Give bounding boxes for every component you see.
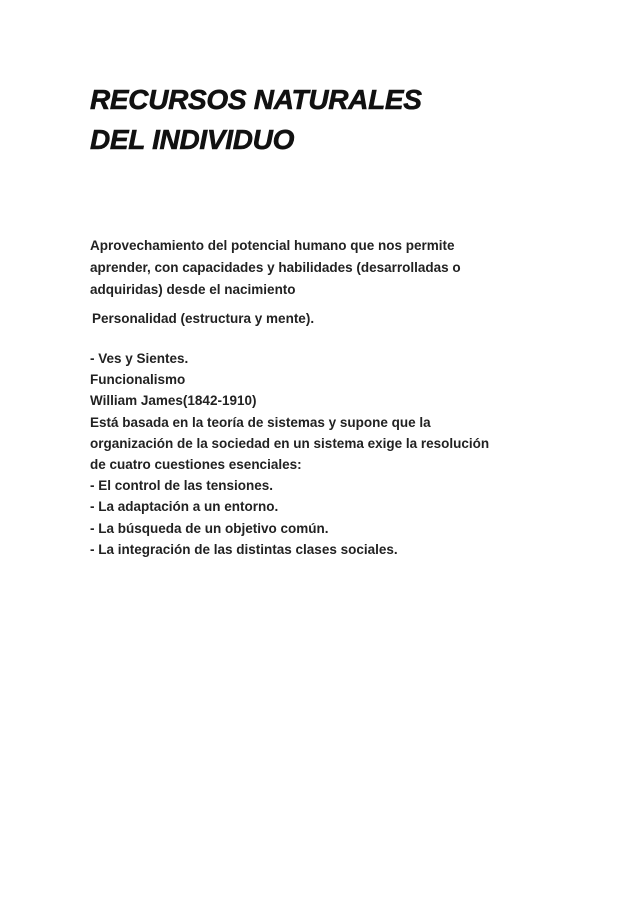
text-line: de cuatro cuestiones esenciales:: [90, 457, 302, 473]
personality-subheading: Personalidad (estructura y mente).: [92, 311, 315, 326]
title-line-2: DEL INDIVIDUO: [90, 124, 295, 155]
title-line-1: RECURSOS NATURALES: [90, 84, 422, 115]
text-line: William James(1842-1910): [90, 393, 257, 409]
list-item: - La integración de las distintas clases sociales.: [90, 541, 398, 557]
intro-line: Aprovechamiento del potencial humano que nos permite: [90, 238, 455, 253]
list-item: - El control de las tensiones.: [90, 478, 274, 494]
text-line: - Ves y Sientes.: [90, 351, 189, 366]
list-item: - La adaptación a un entorno.: [90, 499, 279, 515]
intro-line: aprender, con capacidades y habilidades (desarrolladas o: [90, 260, 461, 275]
document-title: [90, 80, 570, 160]
text-line: Está basada en la teoría de sistemas y supone que la: [90, 414, 431, 430]
list-item: - La búsqueda de un objetivo común.: [90, 520, 329, 536]
body-text: [90, 348, 560, 560]
intro-line: adquiridas) desde el nacimiento: [90, 282, 296, 297]
text-line: organización de la sociedad en un sistema exige la resolución: [90, 435, 490, 451]
intro-paragraph: [90, 235, 560, 301]
text-line: Funcionalismo: [90, 372, 186, 388]
